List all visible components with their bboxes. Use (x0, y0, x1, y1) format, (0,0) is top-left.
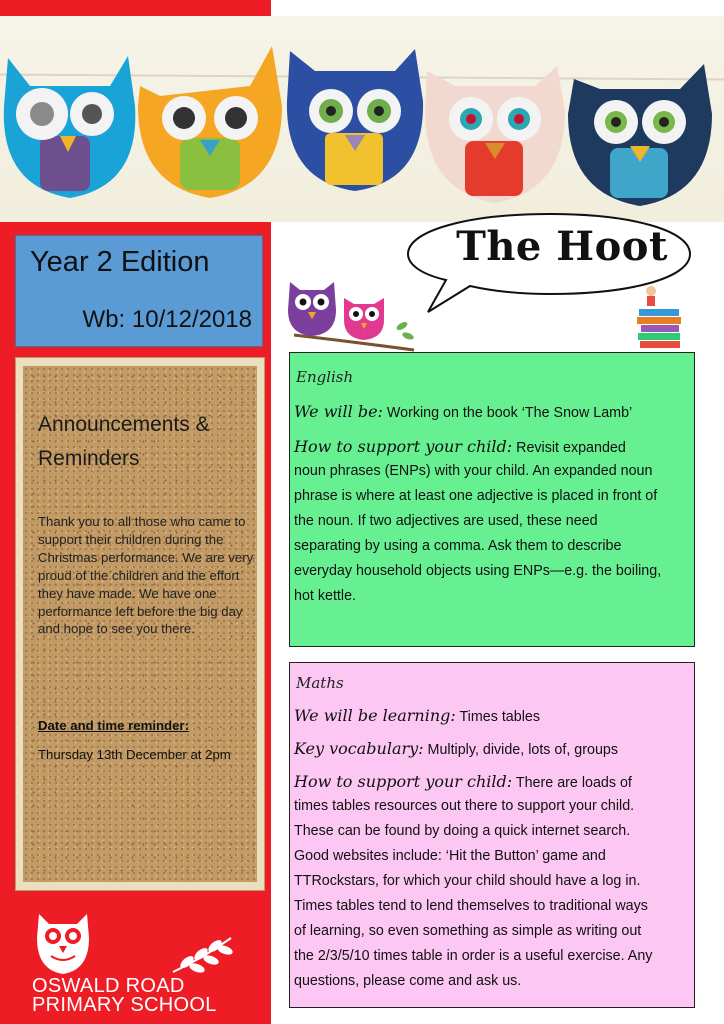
maths-support-line-7: of learning, so even something as simple as writing out (294, 923, 642, 939)
maths-learning (294, 703, 690, 731)
corkboard-frame (15, 357, 265, 891)
owl-garland (0, 16, 724, 222)
owl-5-icon (568, 64, 712, 206)
laurel-branch-icon (173, 938, 234, 975)
maths-support-line-4: Good websites include: ‘Hit the Button’ game and (294, 848, 606, 864)
english-support-line-3: phrase is where at least one adjective is placed in front of (294, 488, 658, 504)
english-support-text-1: Revisit expanded (512, 440, 626, 456)
newsletter-title: The Hoot (456, 223, 668, 270)
maths-support-line-8: the 2/3/5/10 times table in order is a useful exercise. Any (294, 948, 653, 964)
maths-support-label: How to support your child: (294, 772, 513, 791)
owl-2-icon (138, 46, 282, 198)
owl-3-icon (287, 49, 423, 191)
maths-learning-label: We will be learning: (294, 706, 456, 725)
owl-garland-banner (0, 16, 724, 222)
announcements-title: Announcements & Reminders (38, 413, 210, 470)
maths-support-line-5: TTRockstars, for which your child should have a log in. (294, 873, 641, 889)
maths-support-line-1 (294, 769, 690, 797)
english-support-line-6: everyday household objects using ENPs—e.g. the boiling, (294, 563, 662, 579)
english-we-will-be-text: Working on the book ‘The Snow Lamb’ (382, 405, 633, 421)
english-panel (289, 352, 695, 647)
english-we-will-be-label: We will be: (294, 402, 383, 421)
maths-panel (289, 662, 695, 1008)
edition-box (15, 235, 263, 347)
maths-learning-text: Times tables (455, 709, 540, 725)
english-support-line-2: noun phrases (ENPs) with your child. An expanded noun (294, 463, 653, 479)
school-owl-icon (28, 910, 258, 980)
english-support-label: How to support your child: (294, 437, 513, 456)
date-reminder-label: Date and time reminder: (38, 718, 189, 733)
date-reminder-text: Thursday 13th December at 2pm (38, 747, 231, 762)
edition-date: Wb: 10/12/2018 (82, 306, 252, 333)
school-logo (28, 910, 258, 1020)
maths-support-line-6: Times tables tend to lend themselves to traditional ways (294, 898, 648, 914)
english-support-line-4: the noun. If two adjectives are used, these need (294, 513, 598, 529)
top-red-strip (0, 0, 271, 16)
english-support-line-1 (294, 434, 690, 462)
owl-1-icon (4, 56, 136, 198)
english-we-will-be (294, 399, 690, 427)
owls-on-branch-icon (284, 280, 424, 355)
school-name-line2: PRIMARY SCHOOL (32, 994, 217, 1016)
maths-vocabulary (294, 736, 690, 764)
maths-support-line-2: times tables resources out there to support your child. (294, 798, 635, 814)
announcements-body: Thank you to all those who came to support their children during the Christmas performance. We are very proud of the children and the effort they have made. We have one performance left before the big day and hope to see you there. (38, 514, 254, 637)
english-subject-heading: English (296, 368, 354, 386)
edition-title: Year 2 Edition (30, 246, 210, 278)
maths-support-text-1: There are loads of (512, 775, 632, 791)
english-support-line-7: hot kettle. (294, 588, 356, 604)
maths-support-line-3: These can be found by doing a quick internet search. (294, 823, 631, 839)
maths-vocab-label: Key vocabulary: (294, 739, 424, 758)
english-support-line-5: separating by using a comma. Ask them to describe (294, 538, 622, 554)
book-stack-icon (635, 283, 685, 353)
school-name-line1: OSWALD ROAD (32, 975, 185, 997)
maths-vocab-text: Multiply, divide, lots of, groups (423, 742, 618, 758)
maths-subject-heading: Maths (296, 674, 344, 692)
owl-4-icon (425, 66, 565, 203)
corkboard (23, 366, 257, 882)
maths-support-line-9: questions, please come and ask us. (294, 973, 522, 989)
